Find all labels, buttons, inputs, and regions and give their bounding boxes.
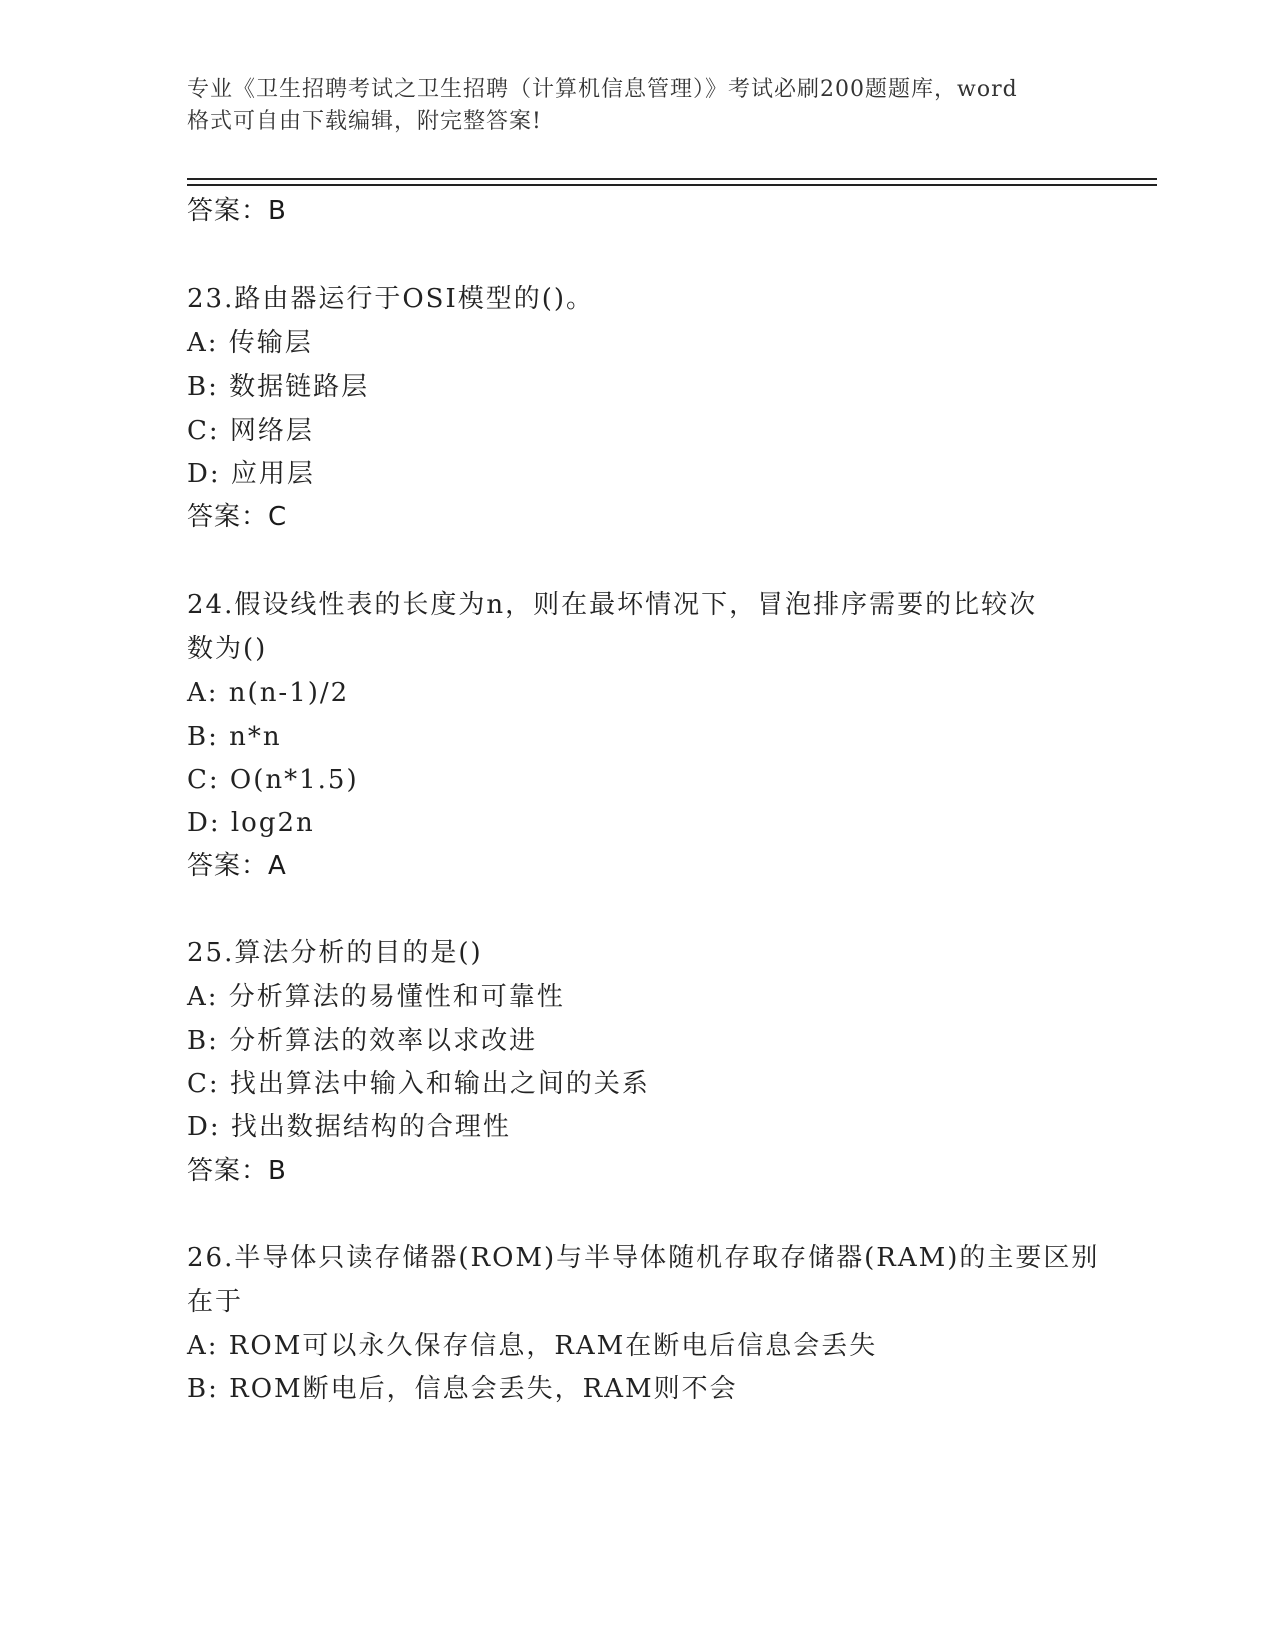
option-b: B: ROM断电后，信息会丢失，RAM则不会 (187, 1374, 738, 1404)
option-c: C: 找出算法中输入和输出之间的关系 (187, 1069, 650, 1099)
option-d: D: 找出数据结构的合理性 (187, 1112, 511, 1142)
option-a: A: 分析算法的易懂性和可靠性 (187, 982, 565, 1012)
question-stem: 25.算法分析的目的是() (187, 938, 483, 968)
question-stem: 26.半导体只读存储器(ROM)与半导体随机存取存储器(RAM)的主要区别 (187, 1243, 1100, 1273)
question-stem: 24.假设线性表的长度为n，则在最坏情况下，冒泡排序需要的比较次 (187, 590, 1038, 620)
header-line-2: 格式可自由下载编辑，附完整答案! (187, 109, 542, 134)
header-divider-bottom (187, 184, 1157, 186)
document-header (187, 74, 1087, 138)
answer-line: 答案：A (187, 851, 287, 881)
option-a: A: ROM可以永久保存信息，RAM在断电后信息会丢失 (187, 1331, 878, 1361)
header-line-1: 专业《卫生招聘考试之卫生招聘（计算机信息管理）》考试必刷200题题库，word (187, 77, 1018, 102)
option-c: C: O(n*1.5) (187, 765, 359, 795)
option-b: B: 数据链路层 (187, 372, 370, 402)
answer-line: 答案：C (187, 502, 288, 532)
question-stem-continued: 数为() (187, 634, 268, 664)
question-stem-continued: 在于 (187, 1287, 244, 1317)
option-b: B: n*n (187, 722, 282, 752)
answer-line: 答案：B (187, 1156, 287, 1186)
option-c: C: 网络层 (187, 416, 314, 446)
option-d: D: log2n (187, 808, 315, 838)
option-b: B: 分析算法的效率以求改进 (187, 1026, 538, 1056)
option-a: A: 传输层 (187, 328, 313, 358)
question-stem: 23.路由器运行于OSI模型的()。 (187, 284, 595, 314)
header-divider-top (187, 178, 1157, 180)
option-d: D: 应用层 (187, 459, 315, 489)
answer-line: 答案：B (187, 196, 287, 226)
option-a: A: n(n-1)/2 (187, 678, 350, 708)
